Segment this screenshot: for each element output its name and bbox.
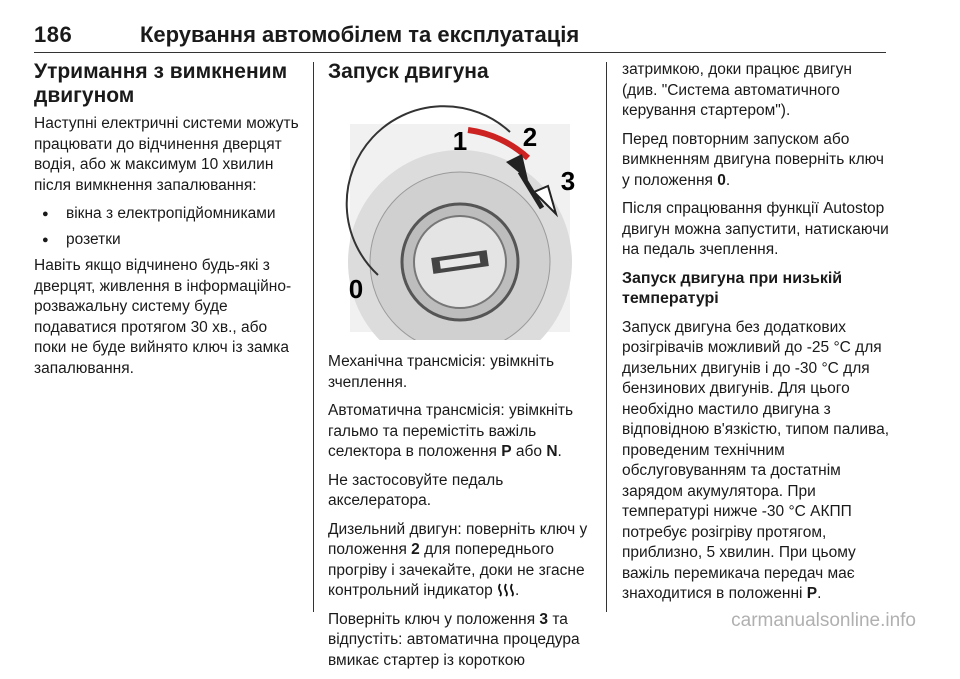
column-3 [622, 60, 890, 613]
paragraph: Після спрацювання функції Autostop двигун можна запустити, натискаючи на педаль зчеплення. [622, 200, 889, 258]
section-heading: Утримання з вимкненим двигуном [34, 60, 288, 107]
label-position-2: 2 [522, 122, 538, 152]
column-divider [606, 62, 607, 612]
paragraph: Навіть якщо відчинено будь-які з дверцят, живлення в інформаційно-розважальну систему буде подаватися протягом 30 хв., або поки не буде вийнято ключ із замка запалювання. [34, 257, 292, 377]
column-2 [328, 60, 596, 679]
subsection-heading: Запуск двигуна при низькій температурі [622, 269, 843, 307]
paragraph: Не застосовуйте педаль акселератора. [328, 471, 504, 509]
label-position-3: 3 [560, 166, 576, 196]
glow-plug-icon [497, 582, 515, 597]
list-item: ● розетки [34, 230, 302, 251]
paragraph: Запуск двигуна без додаткових розігрівачів можливий до -25 °C для дизельних двигунів і до -30 °C для бензинових двигунів. Для цього необхідно мастило двигуна з відповідною в'язкістю, типом палива, проведеним технічним обслуговуванням та достатнім зарядом акумулятора. При температурі нижче -30 °C АКПП потребує розігріву протягом, приблизно, 5 хвилин. При цьому важіль перемикача передач має знаходитися в положенні P. [622, 318, 890, 602]
paragraph: Автоматична трансмісія: увімкніть гальмо та перемістіть важіль селектора в положення P або N. [328, 402, 574, 460]
paragraph: Дизельний двигун: поверніть ключ у положення 2 для попереднього прогріву і зачекайте, доки не згасне контрольний індикатор . [328, 520, 588, 599]
paragraph: Перед повторним запуском або вимкненням двигуна поверніть ключ у положення 0. [622, 130, 884, 189]
paragraph: Механічна трансмісія: увімкніть зчеплення. [328, 353, 555, 391]
label-position-0: 0 [348, 274, 364, 304]
page-header [34, 18, 886, 53]
ignition-switch-illustration [328, 90, 590, 340]
paragraph: затримкою, доки працює двигун (див. "Система автоматичного керування стартером"). [622, 61, 852, 119]
ignition-switch-figure [328, 90, 590, 340]
watermark: carmanualsonline.info [731, 610, 916, 631]
list-item: ● вікна з електропідйомниками [34, 204, 302, 225]
bullet-list [34, 204, 302, 250]
page-number: 186 [34, 22, 73, 47]
label-position-1: 1 [452, 126, 468, 156]
paragraph: Поверніть ключ у положення 3 та відпустіть: автоматична процедура вмикає стартер із короткою [328, 610, 580, 669]
section-heading: Запуск двигуна [328, 60, 489, 83]
column-divider [313, 62, 314, 612]
chapter-title: Керування автомобілем та експлуатація [140, 22, 580, 47]
paragraph: Наступні електричні системи можуть працювати до відчинення дверцят водія, або ж максимум 10 хвилин після вимкнення запалювання: [34, 115, 299, 194]
column-1 [34, 60, 302, 387]
